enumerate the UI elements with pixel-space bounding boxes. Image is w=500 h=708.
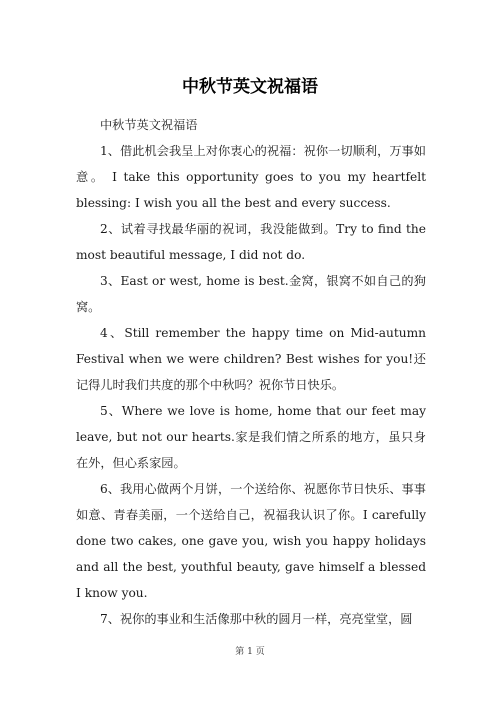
paragraph-7: 7、祝你的事业和生活像那中秋的圆月一样，亮亮堂堂，圆 xyxy=(100,612,413,626)
paragraph-3: 3、East or west, home is best.金窝，银窝不如自己的狗窝。 xyxy=(76,274,426,314)
paragraph-heading: 中秋节英文祝福语 xyxy=(100,118,198,132)
document-body xyxy=(76,112,426,632)
document-title: 中秋节英文祝福语 xyxy=(182,77,318,97)
page-number: 第 1 页 xyxy=(235,647,265,657)
paragraph-6: 6、我用心做两个月饼，一个送给你、祝愿你节日快乐、事事如意、青春美丽，一个送给自己，祝福我认识了你。I carefully done two cakes, one gave you, wish you happy holidays and all the best, youthful beauty, gave himself a blessed I know you. xyxy=(76,482,426,600)
paragraph-1: 1、借此机会我呈上对你衷心的祝福：祝你一切顺利，万事如意。 I take this opportunity goes to you my heartfelt blessing: I wish you all the best and every success. xyxy=(76,144,426,210)
paragraph-4: 4、Still remember the happy time on Mid-autumn Festival when we were children? Best wishes for you!还记得儿时我们共度的那个中秋吗？祝你节日快乐。 xyxy=(76,326,426,392)
paragraph-2: 2、试着寻找最华丽的祝词，我没能做到。Try to find the most beautiful message, I did not do. xyxy=(76,222,426,262)
paragraph-5: 5、Where we love is home, home that our feet may leave, but not our hearts.家是我们情之所系的地方，虽只身在外，但心系家园。 xyxy=(76,404,426,470)
